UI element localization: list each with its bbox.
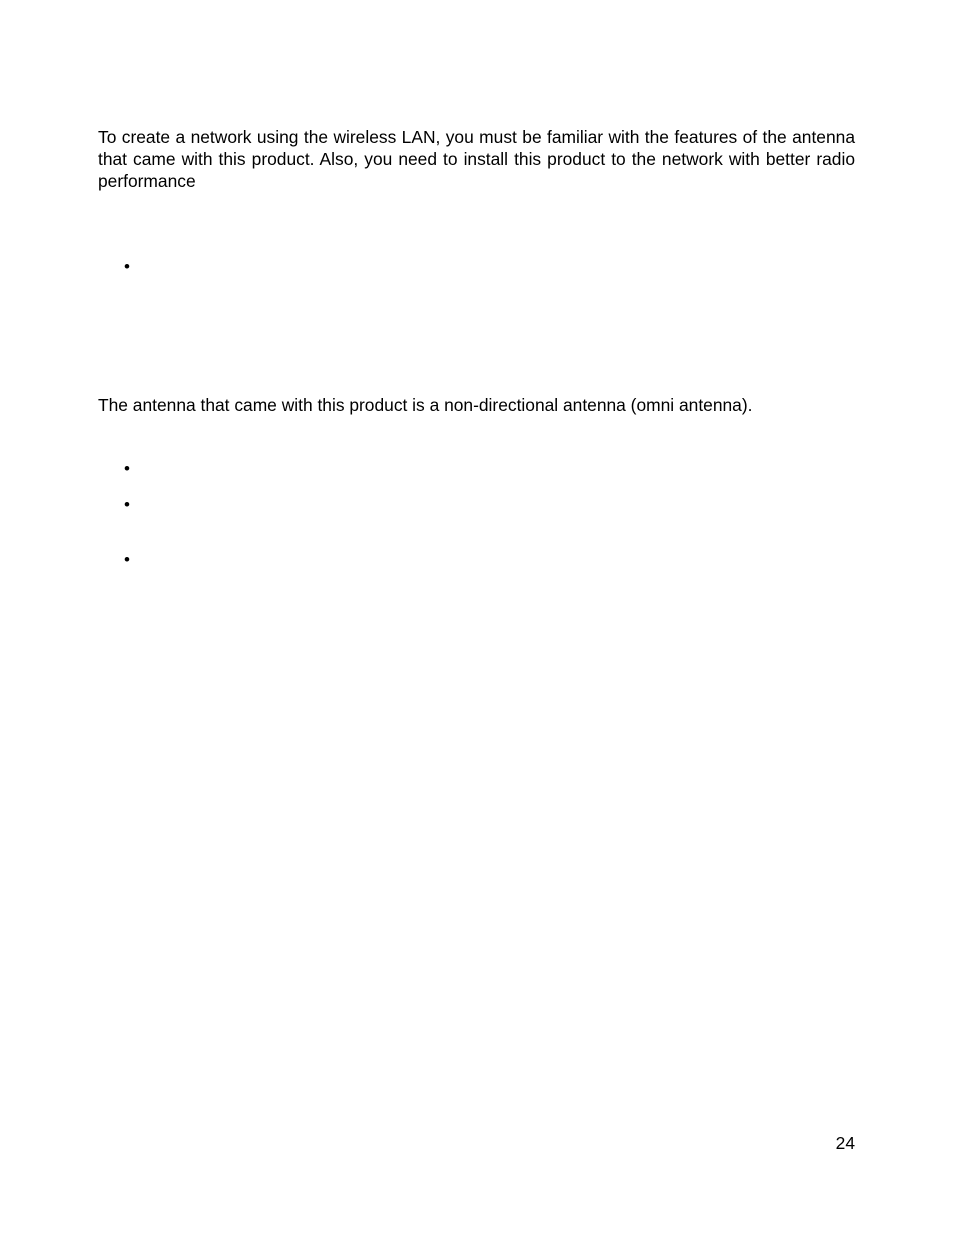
page-number: 24	[835, 1133, 855, 1153]
antenna-paragraph: The antenna that came with this product is a non-directional antenna (omni antenna).	[98, 395, 753, 415]
bullet-item-2: •	[124, 459, 130, 478]
intro-paragraph: To create a network using the wireless LAN, you must be familiar with the features of the antenna that came with this product. Also, you need to install this product to the network with better radio performance	[98, 127, 855, 191]
bullet-item-3: •	[124, 495, 130, 514]
bullet-item-4: •	[124, 550, 130, 569]
bullet-item-1: •	[124, 257, 130, 276]
